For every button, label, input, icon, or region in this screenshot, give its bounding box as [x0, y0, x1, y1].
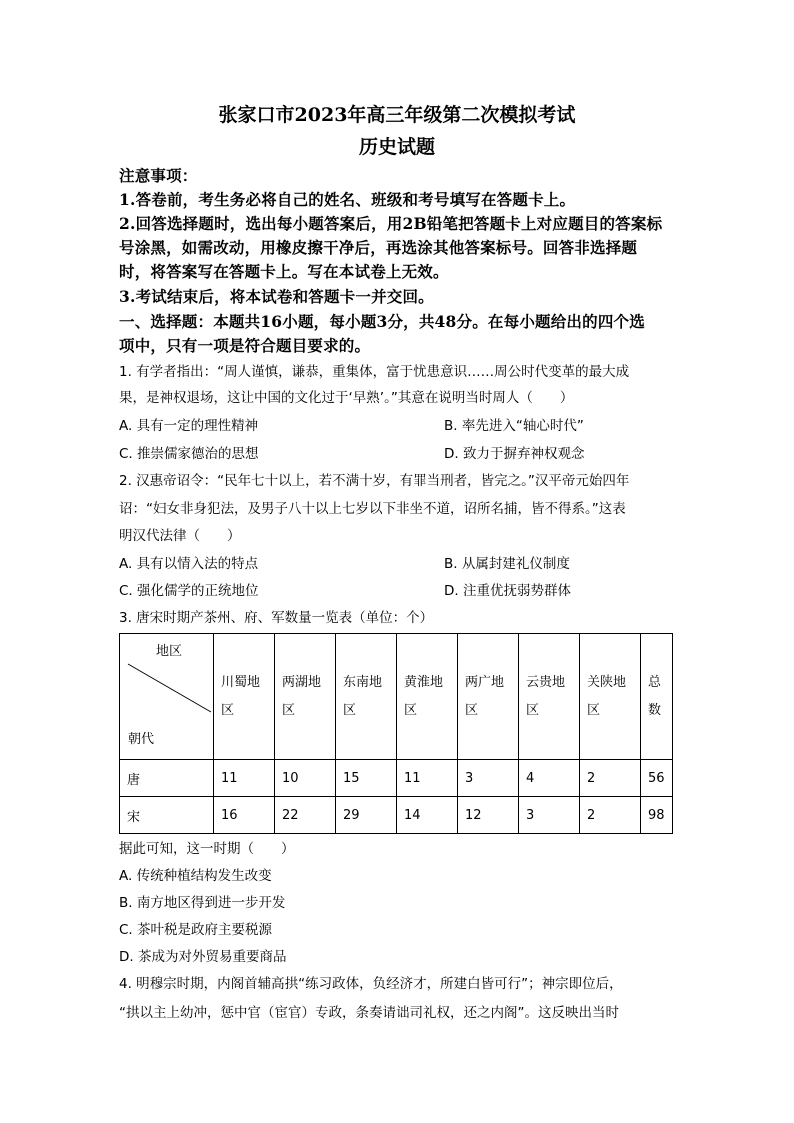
question-3-after: 据此可知，这一时期（ ）	[119, 841, 295, 857]
question-2-stem: 2. 汉惠帝诏令：“民年七十以上，若不满十岁，有罪当刑者，皆完之。”汉平帝元始四年	[119, 473, 630, 489]
header-text: 总	[648, 674, 662, 690]
header-text: 区	[404, 702, 418, 718]
question-3-stem: 3. 唐宋时期产茶州、府、军数量一览表（单位：个）	[119, 610, 434, 626]
table-row	[120, 797, 673, 834]
table-cell: 4	[519, 760, 580, 797]
question-2-stem: 明汉代法律（ ）	[119, 528, 241, 544]
tea-region-table	[119, 633, 673, 834]
table-header-cell	[336, 634, 397, 760]
notice-heading: 注意事项：	[119, 166, 198, 185]
table-cell: 3	[458, 760, 519, 797]
question-4-stem: “拱以主上幼冲，惩中官（宦官）专政，条奏请诎司礼权，还之内阁”。这反映出当时	[119, 1005, 619, 1021]
question-2-option-a: A. 具有以情入法的特点	[119, 556, 259, 572]
section-heading: 项中，只有一项是符合题目要求的。	[119, 336, 371, 355]
table-cell: 29	[336, 797, 397, 834]
table-row	[120, 760, 673, 797]
question-3-option-c: C. 茶叶税是政府主要税源	[119, 922, 273, 938]
question-3-option-d: D. 茶成为对外贸易重要商品	[119, 949, 287, 965]
table-header-row	[120, 634, 673, 760]
question-2-stem: 诏：“妇女非身犯法，及男子八十以上七岁以下非坐不道，诏所名捕，皆不得系。”这表	[119, 501, 626, 517]
header-text: 川蜀地	[221, 674, 261, 690]
question-1-stem: 果，是神权退场，这让中国的文化过于‘早熟’。”其意在说明当时周人（ ）	[119, 390, 574, 406]
question-2-option-c: C. 强化儒学的正统地位	[119, 583, 259, 599]
question-1-option-a: A. 具有一定的理性精神	[119, 418, 259, 434]
question-4-stem: 4. 明穆宗时期，内阁首辅高拱“练习政体，负经济才，所建白皆可行”；神宗即位后，	[119, 976, 623, 992]
header-text: 关陕地	[587, 674, 627, 690]
question-2-option-d: D. 注重优抚弱势群体	[444, 583, 571, 599]
header-text: 云贵地	[526, 674, 566, 690]
header-text: 区	[526, 702, 540, 718]
table-cell: 22	[275, 797, 336, 834]
header-text: 两湖地	[282, 674, 322, 690]
question-2-option-b: B. 从属封建礼仪制度	[444, 556, 570, 572]
header-text: 黄淮地	[404, 674, 444, 690]
table-header-cell	[580, 634, 641, 760]
table-cell: 12	[458, 797, 519, 834]
header-text: 区	[221, 702, 235, 718]
notice-line: 时，将答案写在答题卡上。写在本试卷上无效。	[119, 262, 449, 281]
header-text: 区	[587, 702, 601, 718]
header-text: 数	[648, 702, 662, 718]
question-3-option-a: A. 传统种植结构发生改变	[119, 868, 272, 884]
question-1-option-d: D. 致力于摒弃神权观念	[444, 446, 585, 462]
notice-line: 1.答卷前，考生务必将自己的姓名、班级和考号填写在答题卡上。	[119, 190, 576, 209]
row-label: 唐	[120, 760, 214, 797]
table-cell: 2	[580, 760, 641, 797]
question-1-option-c: C. 推崇儒家德治的思想	[119, 446, 259, 462]
table-cell: 3	[519, 797, 580, 834]
table-cell: 56	[641, 760, 673, 797]
notice-line: 3.考试结束后，将本试卷和答题卡一并交回。	[119, 287, 434, 306]
question-3-option-b: B. 南方地区得到进一步开发	[119, 895, 286, 911]
corner-top-label: 地区	[156, 644, 183, 659]
table-header-cell	[275, 634, 336, 760]
row-label: 宋	[120, 797, 214, 834]
subject-title: 历史试题	[358, 136, 435, 158]
header-text: 区	[465, 702, 479, 718]
table-header-cell	[397, 634, 458, 760]
table-header-cell	[214, 634, 275, 760]
table-cell: 11	[214, 760, 275, 797]
table-cell: 98	[641, 797, 673, 834]
header-text: 两广地	[465, 674, 505, 690]
table-cell: 2	[580, 797, 641, 834]
table-cell: 15	[336, 760, 397, 797]
table-cell: 16	[214, 797, 275, 834]
table-cell: 11	[397, 760, 458, 797]
notice-line: 号涂黑，如需改动，用橡皮擦干净后，再选涂其他答案标号。回答非选择题	[119, 238, 638, 257]
question-1-stem: 1. 有学者指出：“周人谨慎，谦恭，重集体，富于忧患意识……周公时代变革的最大成	[119, 364, 630, 380]
corner-bottom-label: 朝代	[128, 732, 155, 747]
header-text: 区	[343, 702, 357, 718]
table-header-cell	[458, 634, 519, 760]
table-cell: 14	[397, 797, 458, 834]
notice-line: 2.回答选择题时，选出每小题答案后，用2B铅笔把答题卡上对应题目的答案标	[119, 214, 663, 233]
table-header-cell	[519, 634, 580, 760]
question-1-option-b: B. 率先进入“轴心时代”	[444, 418, 584, 434]
exam-title: 张家口市2023年高三年级第二次模拟考试	[218, 104, 576, 126]
section-heading: 一、选择题：本题共16小题，每小题3分，共48分。在每小题给出的四个选	[119, 312, 645, 331]
header-text: 区	[282, 702, 296, 718]
table-corner-cell	[120, 634, 214, 760]
header-text: 东南地	[343, 674, 383, 690]
table-header-cell	[641, 634, 673, 760]
table-cell: 10	[275, 760, 336, 797]
